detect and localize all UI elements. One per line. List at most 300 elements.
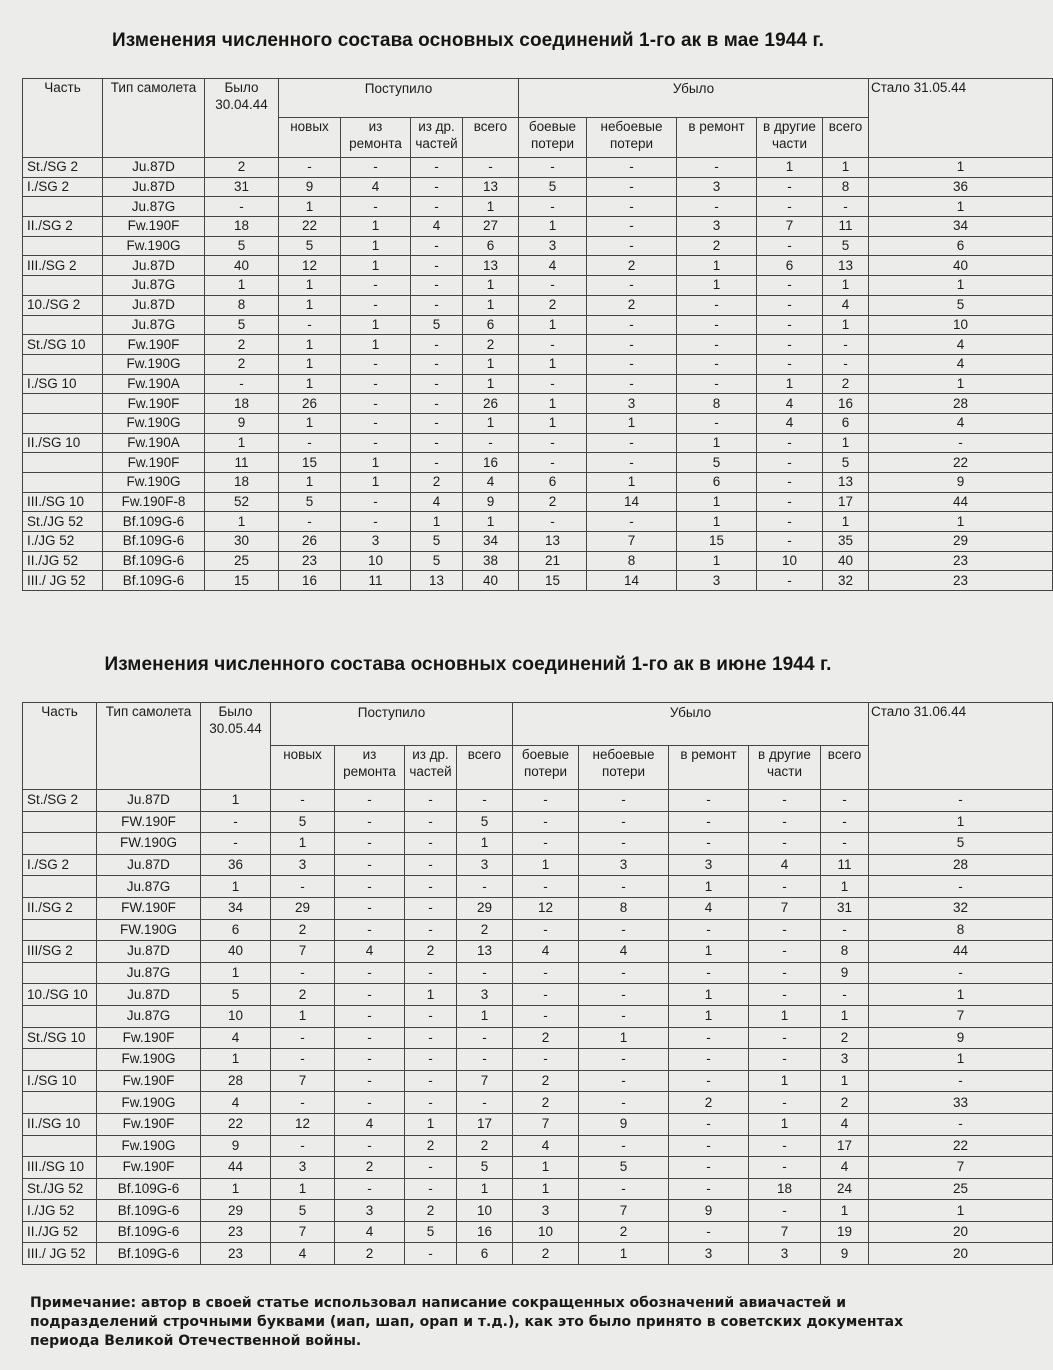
- value-cell: -: [757, 433, 823, 453]
- value-cell: -: [821, 984, 869, 1006]
- table-row: [23, 897, 1053, 919]
- unit-cell: [23, 833, 97, 855]
- aircraft-type-cell: Ju.87D: [97, 854, 201, 876]
- value-cell: 11: [205, 453, 279, 473]
- value-cell: -: [341, 413, 411, 433]
- unit-cell: [23, 315, 103, 335]
- value-cell: -: [579, 919, 669, 941]
- table-row: [23, 1243, 1053, 1265]
- value-cell: -: [669, 919, 749, 941]
- value-cell: 3: [579, 854, 669, 876]
- table-row: [23, 1200, 1053, 1222]
- value-cell: 2: [271, 984, 335, 1006]
- value-cell: -: [457, 1092, 513, 1114]
- unit-cell: St./JG 52: [23, 512, 103, 532]
- value-cell: -: [757, 571, 823, 591]
- value-cell: 7: [869, 1005, 1053, 1027]
- value-cell: 32: [823, 571, 869, 591]
- value-cell: -: [579, 790, 669, 812]
- value-cell: 4: [463, 473, 519, 493]
- unit-cell: [23, 276, 103, 296]
- value-cell: -: [669, 1027, 749, 1049]
- value-cell: 3: [457, 984, 513, 1006]
- value-cell: 1: [869, 158, 1053, 178]
- value-cell: 16: [457, 1221, 513, 1243]
- subheader: в другие части: [749, 746, 821, 790]
- value-cell: -: [271, 1049, 335, 1071]
- value-cell: 3: [457, 854, 513, 876]
- aircraft-type-cell: Fw.190G: [103, 473, 205, 493]
- value-cell: -: [823, 354, 869, 374]
- value-cell: 1: [677, 512, 757, 532]
- value-cell: 34: [869, 217, 1053, 237]
- value-cell: 1: [677, 492, 757, 512]
- aircraft-type-cell: Fw.190G: [97, 1135, 201, 1157]
- value-cell: 9: [579, 1113, 669, 1135]
- header-received: Поступило: [271, 703, 513, 746]
- value-cell: -: [677, 335, 757, 355]
- aircraft-type-cell: FW.190F: [97, 897, 201, 919]
- value-cell: -: [335, 790, 405, 812]
- value-cell: 3: [749, 1243, 821, 1265]
- value-cell: -: [513, 790, 579, 812]
- value-cell: -: [335, 876, 405, 898]
- value-cell: 4: [823, 295, 869, 315]
- value-cell: 3: [587, 394, 677, 414]
- value-cell: 1: [821, 1005, 869, 1027]
- value-cell: -: [579, 833, 669, 855]
- value-cell: -: [271, 1135, 335, 1157]
- aircraft-type-cell: Fw.190F: [103, 217, 205, 237]
- table-row: [23, 1113, 1053, 1135]
- value-cell: -: [587, 453, 677, 473]
- unit-cell: St./SG 10: [23, 1027, 97, 1049]
- value-cell: 4: [513, 941, 579, 963]
- value-cell: 12: [271, 1113, 335, 1135]
- value-cell: -: [457, 876, 513, 898]
- value-cell: 5: [201, 984, 271, 1006]
- value-cell: 25: [869, 1178, 1053, 1200]
- value-cell: -: [405, 1005, 457, 1027]
- value-cell: -: [341, 433, 411, 453]
- table-row: [23, 854, 1053, 876]
- value-cell: -: [749, 811, 821, 833]
- value-cell: -: [579, 1135, 669, 1157]
- value-cell: 22: [869, 453, 1053, 473]
- value-cell: 9: [463, 492, 519, 512]
- value-cell: -: [519, 512, 587, 532]
- subheader: из ремонта: [335, 746, 405, 790]
- unit-cell: I./SG 10: [23, 1070, 97, 1092]
- value-cell: -: [513, 1005, 579, 1027]
- value-cell: 17: [823, 492, 869, 512]
- value-cell: 4: [749, 854, 821, 876]
- value-cell: 2: [205, 335, 279, 355]
- value-cell: -: [749, 1157, 821, 1179]
- aircraft-type-cell: Bf.109G-6: [97, 1200, 201, 1222]
- value-cell: 1: [579, 1027, 669, 1049]
- value-cell: 13: [463, 177, 519, 197]
- value-cell: 1: [869, 1200, 1053, 1222]
- unit-cell: [23, 413, 103, 433]
- table-row: [23, 413, 1053, 433]
- value-cell: 33: [869, 1092, 1053, 1114]
- unit-cell: [23, 1092, 97, 1114]
- value-cell: -: [335, 1005, 405, 1027]
- value-cell: -: [587, 354, 677, 374]
- value-cell: 2: [587, 295, 677, 315]
- value-cell: -: [335, 811, 405, 833]
- value-cell: -: [513, 962, 579, 984]
- value-cell: 1: [279, 276, 341, 296]
- value-cell: -: [405, 1027, 457, 1049]
- value-cell: 4: [669, 897, 749, 919]
- value-cell: -: [579, 984, 669, 1006]
- value-cell: 4: [341, 177, 411, 197]
- value-cell: 16: [279, 571, 341, 591]
- value-cell: -: [341, 374, 411, 394]
- value-cell: 13: [519, 532, 587, 552]
- value-cell: -: [749, 1027, 821, 1049]
- value-cell: -: [405, 790, 457, 812]
- value-cell: 23: [201, 1221, 271, 1243]
- value-cell: 21: [519, 551, 587, 571]
- value-cell: -: [205, 374, 279, 394]
- unit-cell: St./SG 2: [23, 790, 97, 812]
- value-cell: 1: [669, 1005, 749, 1027]
- value-cell: 7: [749, 897, 821, 919]
- value-cell: -: [279, 158, 341, 178]
- value-cell: 1: [271, 1178, 335, 1200]
- value-cell: 3: [341, 532, 411, 552]
- value-cell: 8: [823, 177, 869, 197]
- value-cell: 9: [869, 473, 1053, 493]
- aircraft-type-cell: Ju.87D: [103, 295, 205, 315]
- value-cell: 1: [279, 473, 341, 493]
- aircraft-type-cell: FW.190G: [97, 919, 201, 941]
- value-cell: 8: [587, 551, 677, 571]
- unit-cell: [23, 394, 103, 414]
- value-cell: 1: [587, 473, 677, 493]
- aircraft-type-cell: Fw.190F: [97, 1070, 201, 1092]
- value-cell: 6: [457, 1243, 513, 1265]
- value-cell: 14: [587, 571, 677, 591]
- value-cell: -: [587, 177, 677, 197]
- table-row: [23, 315, 1053, 335]
- value-cell: -: [869, 1113, 1053, 1135]
- value-cell: 40: [869, 256, 1053, 276]
- value-cell: 3: [821, 1049, 869, 1071]
- value-cell: 1: [279, 335, 341, 355]
- unit-cell: II./SG 2: [23, 217, 103, 237]
- value-cell: 9: [279, 177, 341, 197]
- value-cell: 5: [279, 492, 341, 512]
- value-cell: -: [405, 962, 457, 984]
- value-cell: -: [335, 1027, 405, 1049]
- june-strength-table: [22, 702, 1053, 1265]
- unit-cell: [23, 1005, 97, 1027]
- value-cell: -: [411, 177, 463, 197]
- table-row: [23, 790, 1053, 812]
- value-cell: -: [749, 962, 821, 984]
- subheader: из др. частей: [405, 746, 457, 790]
- value-cell: 1: [869, 374, 1053, 394]
- value-cell: 23: [869, 551, 1053, 571]
- value-cell: -: [341, 512, 411, 532]
- value-cell: -: [463, 158, 519, 178]
- value-cell: 1: [513, 1178, 579, 1200]
- value-cell: -: [411, 394, 463, 414]
- value-cell: 7: [457, 1070, 513, 1092]
- value-cell: 11: [341, 571, 411, 591]
- value-cell: 1: [341, 236, 411, 256]
- aircraft-type-cell: Bf.109G-6: [97, 1243, 201, 1265]
- value-cell: 1: [201, 876, 271, 898]
- value-cell: -: [749, 876, 821, 898]
- value-cell: -: [335, 1135, 405, 1157]
- value-cell: 3: [335, 1200, 405, 1222]
- value-cell: 23: [201, 1243, 271, 1265]
- value-cell: -: [341, 158, 411, 178]
- unit-cell: [23, 1135, 97, 1157]
- value-cell: -: [579, 811, 669, 833]
- value-cell: -: [411, 276, 463, 296]
- value-cell: -: [341, 354, 411, 374]
- table-row: [23, 217, 1053, 237]
- aircraft-type-cell: Bf.109G-6: [103, 532, 205, 552]
- value-cell: 1: [205, 512, 279, 532]
- value-cell: -: [405, 1178, 457, 1200]
- value-cell: -: [579, 1005, 669, 1027]
- value-cell: 1: [869, 512, 1053, 532]
- value-cell: 1: [341, 217, 411, 237]
- value-cell: -: [757, 295, 823, 315]
- value-cell: 2: [335, 1157, 405, 1179]
- value-cell: 2: [271, 919, 335, 941]
- aircraft-type-cell: Ju.87G: [97, 1005, 201, 1027]
- value-cell: 17: [457, 1113, 513, 1135]
- value-cell: 1: [341, 315, 411, 335]
- value-cell: -: [869, 1070, 1053, 1092]
- unit-cell: I./SG 2: [23, 177, 103, 197]
- value-cell: 10: [513, 1221, 579, 1243]
- value-cell: 24: [821, 1178, 869, 1200]
- value-cell: 5: [457, 1157, 513, 1179]
- value-cell: 34: [463, 532, 519, 552]
- value-cell: 1: [513, 854, 579, 876]
- value-cell: -: [757, 512, 823, 532]
- table-row: [23, 197, 1053, 217]
- value-cell: 5: [271, 1200, 335, 1222]
- value-cell: 1: [869, 811, 1053, 833]
- value-cell: 7: [271, 1070, 335, 1092]
- value-cell: 3: [669, 1243, 749, 1265]
- header-lost: Убыло: [513, 703, 869, 746]
- value-cell: 6: [463, 315, 519, 335]
- value-cell: 13: [823, 256, 869, 276]
- value-cell: 2: [821, 1027, 869, 1049]
- value-cell: 2: [335, 1243, 405, 1265]
- value-cell: -: [513, 919, 579, 941]
- header-became: Стало 31.05.44: [869, 79, 1053, 158]
- value-cell: -: [677, 295, 757, 315]
- value-cell: -: [271, 790, 335, 812]
- value-cell: 23: [279, 551, 341, 571]
- value-cell: 8: [205, 295, 279, 315]
- value-cell: 1: [463, 374, 519, 394]
- aircraft-type-cell: Ju.87G: [97, 876, 201, 898]
- subheader: всего: [457, 746, 513, 790]
- table-row: [23, 833, 1053, 855]
- value-cell: 1: [519, 315, 587, 335]
- value-cell: -: [579, 1049, 669, 1071]
- value-cell: 10: [869, 315, 1053, 335]
- value-cell: 29: [457, 897, 513, 919]
- aircraft-type-cell: Fw.190F: [103, 394, 205, 414]
- value-cell: 5: [205, 315, 279, 335]
- value-cell: 1: [823, 276, 869, 296]
- aircraft-type-cell: Fw.190A: [103, 374, 205, 394]
- value-cell: -: [201, 833, 271, 855]
- value-cell: 22: [279, 217, 341, 237]
- value-cell: -: [579, 1092, 669, 1114]
- value-cell: 1: [677, 551, 757, 571]
- value-cell: 2: [579, 1221, 669, 1243]
- value-cell: 1: [519, 394, 587, 414]
- value-cell: 2: [519, 295, 587, 315]
- value-cell: -: [335, 984, 405, 1006]
- value-cell: -: [669, 1178, 749, 1200]
- value-cell: -: [271, 1092, 335, 1114]
- value-cell: 19: [821, 1221, 869, 1243]
- value-cell: 5: [411, 551, 463, 571]
- value-cell: 5: [677, 453, 757, 473]
- value-cell: -: [463, 433, 519, 453]
- table-row: [23, 1005, 1053, 1027]
- value-cell: -: [749, 919, 821, 941]
- aircraft-type-cell: Fw.190F-8: [103, 492, 205, 512]
- value-cell: 29: [201, 1200, 271, 1222]
- value-cell: -: [757, 532, 823, 552]
- unit-cell: II./SG 10: [23, 433, 103, 453]
- aircraft-type-cell: Ju.87D: [103, 177, 205, 197]
- aircraft-type-cell: Fw.190G: [97, 1092, 201, 1114]
- aircraft-type-cell: Ju.87G: [103, 276, 205, 296]
- aircraft-type-cell: Ju.87D: [97, 790, 201, 812]
- value-cell: -: [279, 315, 341, 335]
- value-cell: -: [587, 315, 677, 335]
- value-cell: 5: [271, 811, 335, 833]
- unit-cell: [23, 473, 103, 493]
- value-cell: 4: [869, 413, 1053, 433]
- value-cell: -: [457, 962, 513, 984]
- value-cell: 1: [457, 1005, 513, 1027]
- value-cell: 13: [411, 571, 463, 591]
- value-cell: 4: [201, 1027, 271, 1049]
- aircraft-type-cell: Ju.87G: [97, 962, 201, 984]
- value-cell: 15: [519, 571, 587, 591]
- value-cell: -: [411, 413, 463, 433]
- value-cell: 3: [271, 1157, 335, 1179]
- value-cell: -: [749, 833, 821, 855]
- table-row: [23, 919, 1053, 941]
- value-cell: -: [749, 1135, 821, 1157]
- value-cell: 5: [205, 236, 279, 256]
- value-cell: -: [749, 1200, 821, 1222]
- value-cell: 1: [205, 433, 279, 453]
- value-cell: 31: [205, 177, 279, 197]
- table-row: [23, 433, 1053, 453]
- value-cell: -: [579, 1178, 669, 1200]
- value-cell: 2: [463, 335, 519, 355]
- value-cell: 22: [201, 1113, 271, 1135]
- value-cell: 28: [201, 1070, 271, 1092]
- value-cell: 7: [749, 1221, 821, 1243]
- value-cell: 18: [205, 473, 279, 493]
- value-cell: 7: [513, 1113, 579, 1135]
- value-cell: 1: [869, 1049, 1053, 1071]
- value-cell: 1: [341, 453, 411, 473]
- table-row: [23, 512, 1053, 532]
- value-cell: -: [341, 394, 411, 414]
- value-cell: -: [669, 1157, 749, 1179]
- table-row: [23, 473, 1053, 493]
- value-cell: -: [405, 1092, 457, 1114]
- value-cell: 3: [677, 571, 757, 591]
- value-cell: 1: [341, 335, 411, 355]
- value-cell: 2: [587, 256, 677, 276]
- value-cell: -: [405, 811, 457, 833]
- value-cell: 1: [279, 295, 341, 315]
- subheader: боевые потери: [519, 118, 587, 158]
- table-row: [23, 295, 1053, 315]
- value-cell: 1: [677, 276, 757, 296]
- unit-cell: [23, 236, 103, 256]
- value-cell: -: [669, 811, 749, 833]
- unit-cell: [23, 1049, 97, 1071]
- value-cell: -: [335, 1092, 405, 1114]
- value-cell: 2: [677, 236, 757, 256]
- value-cell: -: [411, 197, 463, 217]
- value-cell: -: [341, 276, 411, 296]
- value-cell: 4: [335, 1221, 405, 1243]
- aircraft-type-cell: Fw.190F: [97, 1113, 201, 1135]
- table-row: [23, 1027, 1053, 1049]
- value-cell: -: [513, 811, 579, 833]
- aircraft-type-cell: Bf.109G-6: [97, 1221, 201, 1243]
- value-cell: -: [587, 158, 677, 178]
- value-cell: -: [579, 876, 669, 898]
- aircraft-type-cell: Fw.190G: [103, 236, 205, 256]
- value-cell: -: [335, 833, 405, 855]
- value-cell: 1: [463, 354, 519, 374]
- value-cell: 40: [205, 256, 279, 276]
- value-cell: 5: [823, 453, 869, 473]
- value-cell: -: [405, 854, 457, 876]
- value-cell: -: [669, 1221, 749, 1243]
- value-cell: -: [341, 197, 411, 217]
- value-cell: -: [757, 453, 823, 473]
- value-cell: 17: [821, 1135, 869, 1157]
- value-cell: 28: [869, 394, 1053, 414]
- table-row: [23, 236, 1053, 256]
- value-cell: 1: [513, 1157, 579, 1179]
- value-cell: 14: [587, 492, 677, 512]
- value-cell: -: [405, 1049, 457, 1071]
- value-cell: 4: [335, 1113, 405, 1135]
- header-lost: Убыло: [519, 79, 869, 118]
- aircraft-type-cell: Bf.109G-6: [97, 1178, 201, 1200]
